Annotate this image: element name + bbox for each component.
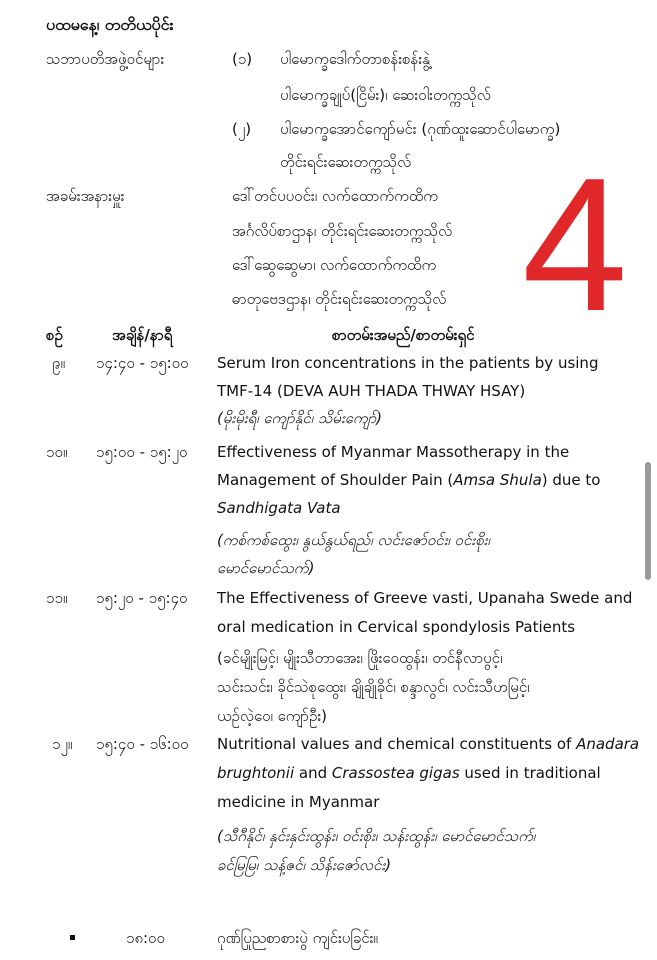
- final-time: ၁၈:၀၀: [126, 929, 165, 947]
- chair-2-num: (၂): [232, 120, 252, 138]
- row-10-authors-1: (ကစ်ကစ်ထွေး၊ နွယ်နွယ်ရည်၊ လင်းဇော်ဝင်း၊ ဝင်းစိုး၊: [217, 531, 490, 549]
- row-12-title-2d: used in traditional: [459, 764, 601, 782]
- final-event: ဂုဏ်ပြုညစာစားပွဲ ကျင်းပခြင်း။: [217, 929, 378, 947]
- col-header-title: စာတမ်းအမည်/စာတမ်းရှင်: [332, 326, 475, 344]
- row-9-authors: (မိုးမိုးရီ၊ ကျော်နိုင်၊ သိမ်းကျော်): [217, 409, 383, 427]
- row-12-time: ၁၅:၄၀ - ၁၆:၀၀: [96, 735, 189, 753]
- row-9-no: ၉။: [52, 354, 65, 372]
- row-12-title-2c: Crassostea gigas: [331, 764, 460, 782]
- row-12-title-3: medicine in Myanmar: [217, 793, 380, 811]
- session-title: ပထမနေ့၊ တတိယပိုင်း: [46, 15, 174, 34]
- row-11-authors-2: သင်းသင်း၊ ခိုင်သဲစုထွေး၊ ချိုချိုခိုင်၊ စန္ဒာလွင်၊ လင်းသီဟမြင့်၊: [217, 678, 530, 696]
- row-10-title-2c: ) due to: [541, 471, 601, 489]
- chair-1-name: ပါမောက္ခဒေါက်တာစန်းစန်းနွဲ့: [280, 50, 430, 68]
- row-10-title-1: Effectiveness of Myanmar Massotherapy in the: [217, 443, 570, 461]
- row-12-title-2b: and: [294, 764, 332, 782]
- row-12-authors-2: ခင်မြမြ၊ သန့်ဇင်၊ သိန်းဇော်လင်း): [217, 856, 392, 874]
- row-10-title-2a: Management of Shoulder Pain (: [217, 471, 454, 489]
- row-11-authors-3: ယဉ်လဲ့ဝေ၊ ကျော်ဦး): [217, 707, 327, 725]
- row-12-title-2: [217, 764, 601, 782]
- row-12-title-1a: Nutritional values and chemical constituents of: [217, 735, 577, 753]
- rapporteur-line-3: ဒေါ်ဆွေဆွေမာ၊ လက်ထောက်ကထိက: [232, 256, 437, 274]
- col-header-time: အချိန်/နာရီ: [112, 326, 173, 344]
- row-10-title-3: Sandhigata Vata: [217, 499, 341, 517]
- row-12-title-1b: Anadara: [576, 735, 640, 753]
- row-12-no: ၁၂။: [52, 735, 73, 753]
- row-11-authors-1: (ခင်မျိုးမြင့်၊ မျိုးသီတာအေး၊ ဖြိုးဝေထွန်း၊ တင်နီလာပွင့်၊: [217, 649, 503, 667]
- row-11-no: ၁၁။: [46, 589, 68, 607]
- bullet-icon: [70, 935, 75, 940]
- col-header-no: စဉ်: [46, 326, 63, 344]
- row-12-authors-1: (သီဂီနိုင်၊ နှင်းနှင်းထွန်း၊ ဝင်းစိုး၊ သန်းထွန်း၊ မောင်မောင်သက်၊: [217, 827, 536, 845]
- row-11-title-1: The Effectiveness of Greeve vasti, Upanaha Swede and: [217, 589, 633, 607]
- row-9-title-1: Serum Iron concentrations in the patients by using: [217, 354, 599, 372]
- chair-2-position: တိုင်းရင်းဆေးတက္ကသိုလ်: [280, 153, 412, 171]
- row-11-time: ၁၅:၂၀ - ၁၅:၄၀: [96, 589, 188, 607]
- chair-1-position: ပါမောက္ခချုပ်(ငြိမ်း)၊ ဆေးဝါးတက္ကသိုလ်: [280, 86, 491, 104]
- rapporteur-line-2: အင်္ဂလိပ်စာဌာန၊ တိုင်းရင်းဆေးတက္ကသိုလ်: [232, 222, 453, 240]
- chairs-label: သဘာပတိအဖွဲ့ဝင်များ: [46, 50, 165, 68]
- row-10-title-2: [217, 471, 601, 489]
- rapporteur-line-1: ဒေါ်တင်ပပဝင်း၊ လက်ထောက်ကထိက: [232, 187, 438, 205]
- row-12-title-1: [217, 735, 639, 753]
- chair-2-name: ပါမောက္ခအောင်ကျော်မင်း (ဂုဏ်ထူးဆောင်ပါမောက္ခ): [280, 120, 561, 138]
- rapporteurs-label: အခမ်းအနားမှူး: [46, 187, 125, 205]
- row-9-title-2: TMF-14 (DEVA AUH THADA THWAY HSAY): [217, 382, 526, 400]
- row-10-no: ၁၀။: [46, 443, 68, 461]
- row-10-time: ၁၅:၀၀ - ၁၅:၂၀: [96, 443, 188, 461]
- scrollbar-thumb[interactable]: [645, 462, 651, 580]
- row-12-title-2a: brughtonii: [217, 764, 295, 782]
- big-number-four: 4: [522, 139, 628, 351]
- row-10-title-2b: Amsa Shula: [453, 471, 542, 489]
- row-10-authors-2: မောင်မောင်သက်): [217, 559, 315, 577]
- rapporteur-line-4: ဓာတုဗေဒဌာန၊ တိုင်းရင်းဆေးတက္ကသိုလ်: [232, 290, 447, 308]
- row-11-title-2: oral medication in Cervical spondylosis Patients: [217, 618, 576, 636]
- chair-1-num: (၁): [232, 50, 253, 68]
- row-9-time: ၁၄:၄၀ - ၁၅:၀၀: [96, 354, 189, 372]
